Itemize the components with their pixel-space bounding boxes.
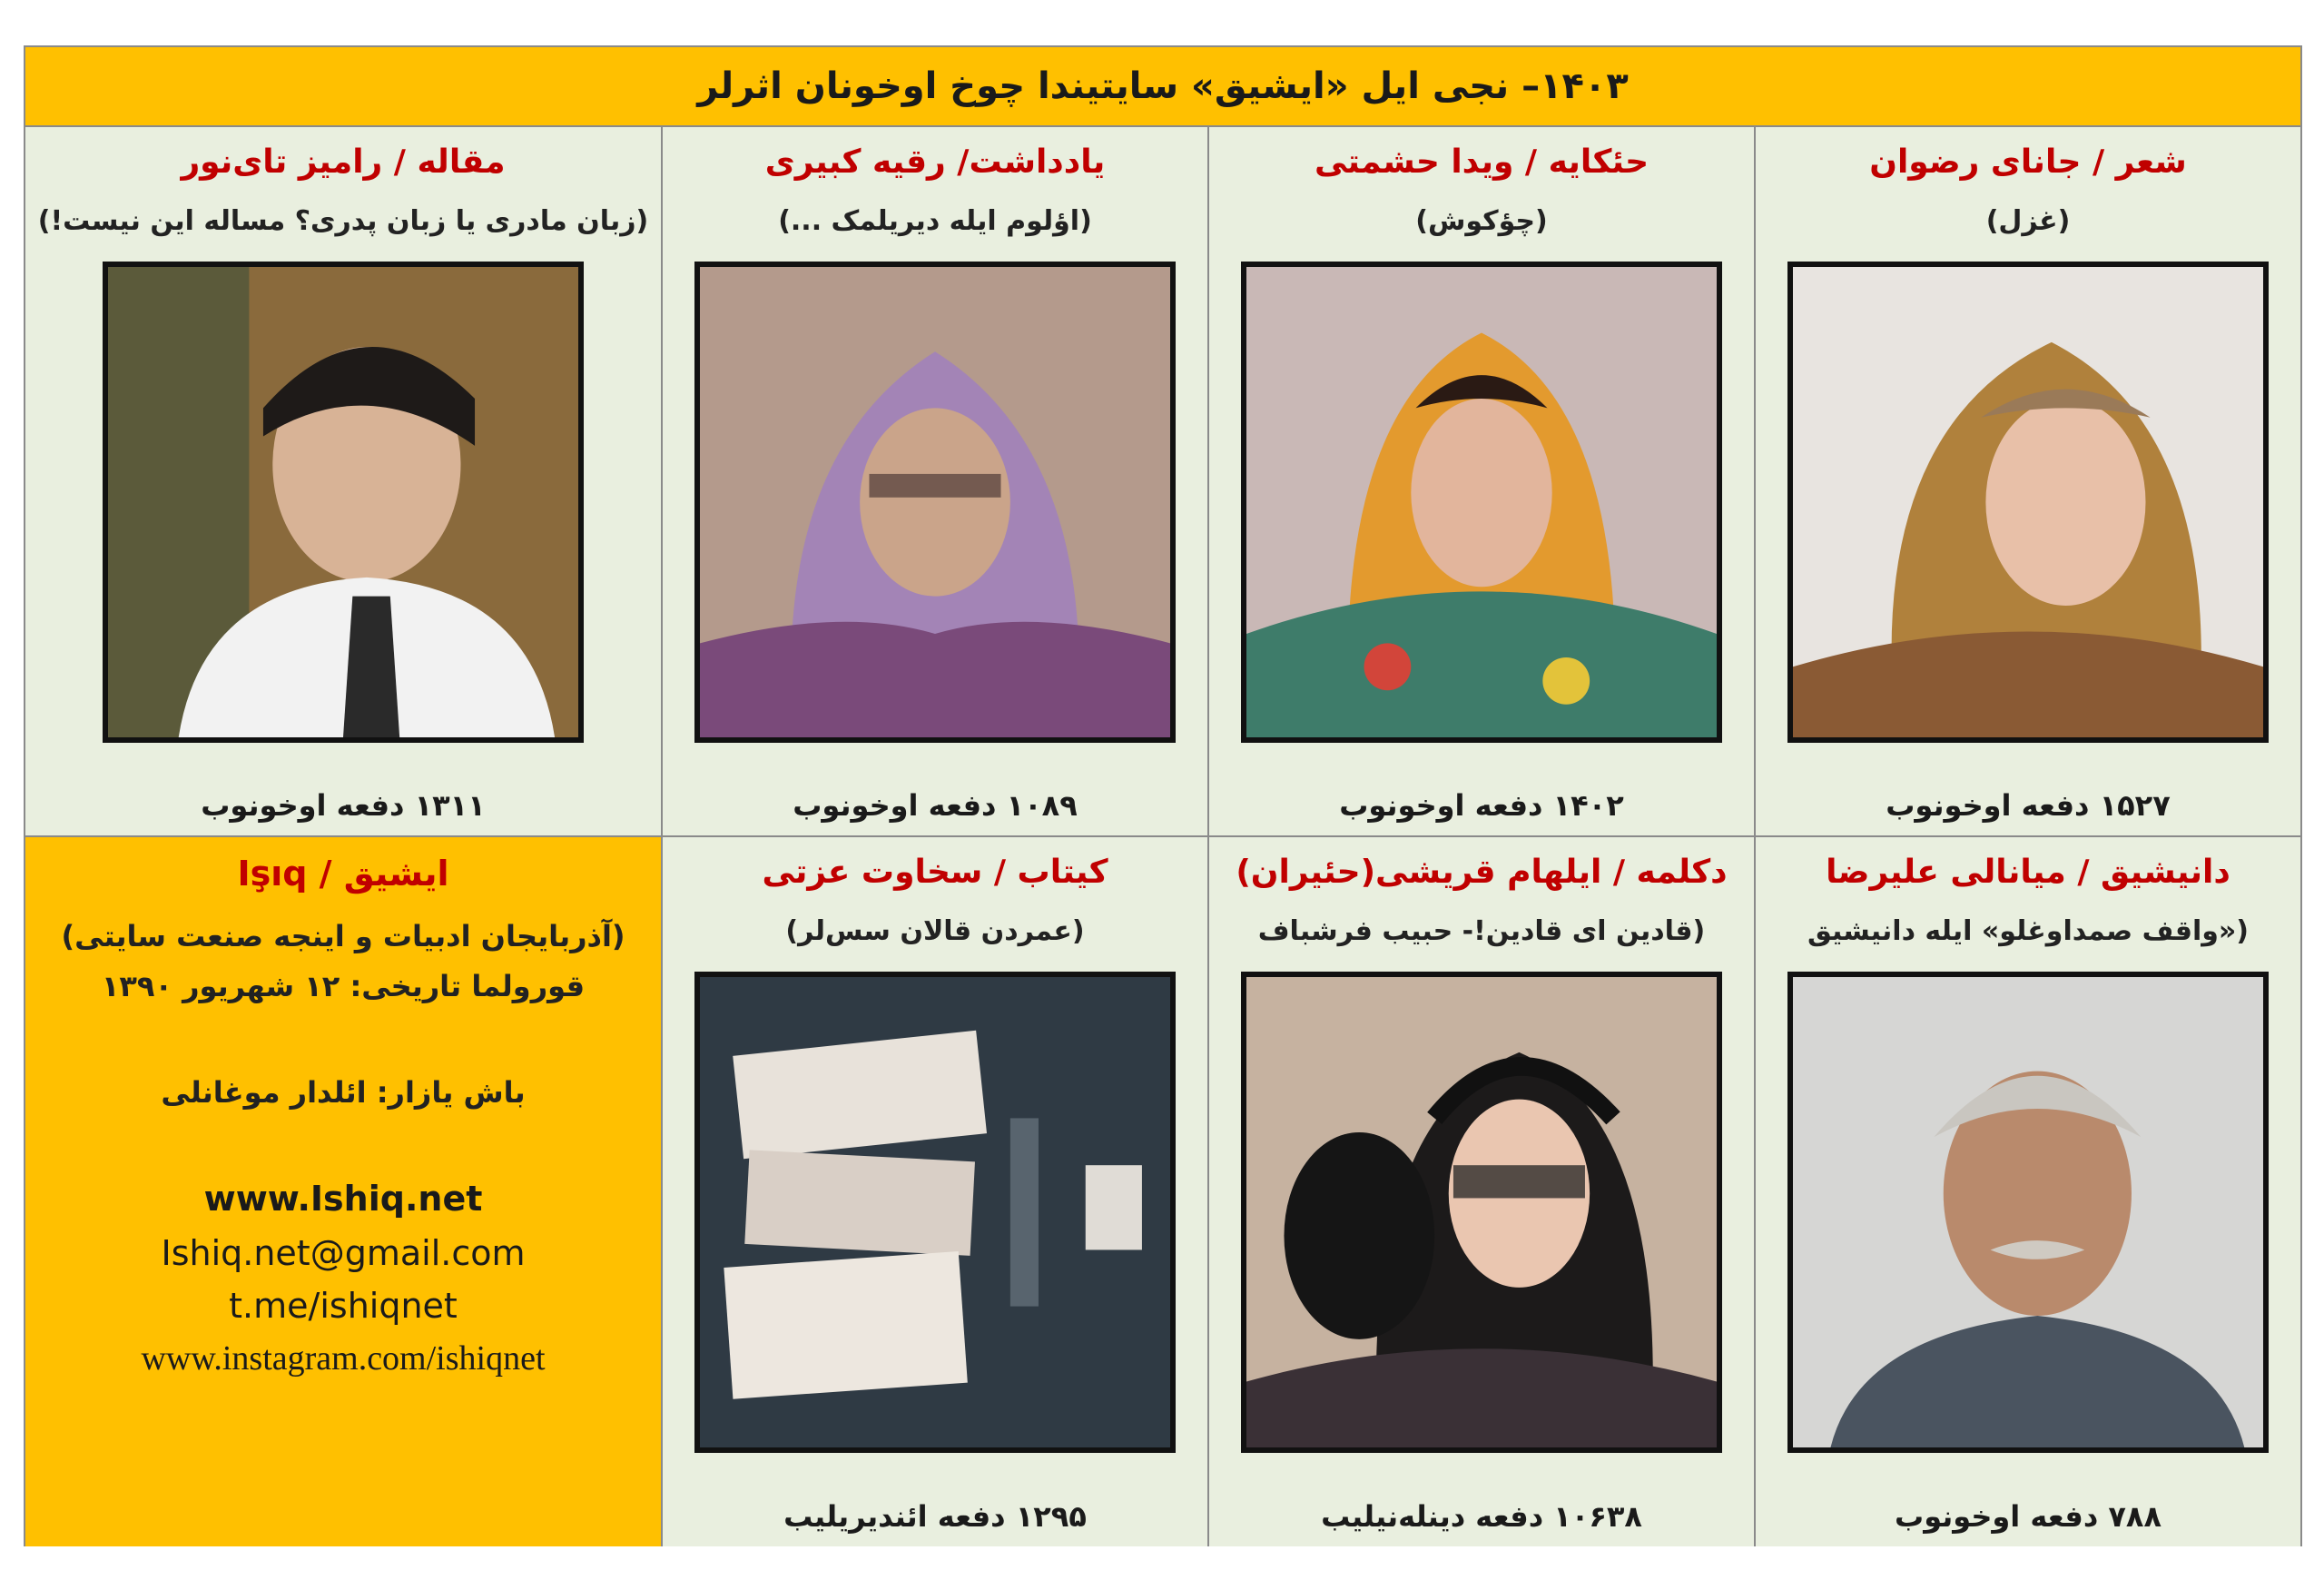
older-man-photo <box>1787 972 2269 1453</box>
listen-count: ۱۰۶۳۸ دفعه دینله‌نیلیب <box>1321 1499 1642 1534</box>
card-recitation <box>1207 835 1754 1546</box>
card-book <box>661 835 1207 1546</box>
card-heading: حئکایه / ویدا حشمتی <box>1314 143 1649 181</box>
card-heading: شعر / جانای رضوان <box>1869 143 2187 181</box>
instagram-link[interactable]: www.instagram.com/ishiqnet <box>141 1339 546 1378</box>
card-subtitle: (اؤلوم ایله دیریلمک ...) <box>778 205 1092 237</box>
read-count: ۷۸۸ دفعه اوخونوب <box>1895 1499 2162 1534</box>
card-story <box>1207 127 1754 835</box>
editor-in-chief: باش یازار: ائلدار موغانلی <box>161 1075 526 1110</box>
card-interview <box>1754 835 2300 1546</box>
book-cover-image <box>694 972 1176 1453</box>
read-count: ۱۴۰۲ دفعه اوخونوب <box>1339 788 1624 823</box>
website-link[interactable]: www.Ishiq.net <box>203 1179 483 1219</box>
card-subtitle: (قادین ای قادین!- حبیب فرشباف <box>1257 915 1706 947</box>
telegram-link[interactable]: t.me/ishiqnet <box>229 1286 458 1326</box>
read-count: ۱۳۱۱ دفعه اوخونوب <box>201 788 486 823</box>
woman-floral-scarf-photo <box>1241 262 1722 743</box>
card-subtitle: (چؤکوش) <box>1415 205 1548 237</box>
card-subtitle: (زبان مادری یا زبان پدری؟ مساله این نیست!) <box>37 205 649 237</box>
site-info-card <box>25 835 661 1546</box>
card-heading: یادداشت/ رقیه کبیری <box>764 143 1106 181</box>
card-subtitle: (عمردن قالان سس‌لر) <box>785 915 1085 947</box>
email-link[interactable]: Ishiq.net@gmail.com <box>161 1233 526 1273</box>
man-portrait-photo <box>103 262 584 743</box>
card-article <box>25 127 661 835</box>
card-heading: کیتاب / سخاوت عزتی <box>762 854 1108 891</box>
woman-headphones-photo <box>1241 972 1722 1453</box>
read-count: ۱۵۲۷ دفعه اوخونوب <box>1886 788 2171 823</box>
woman-paisley-scarf-photo <box>1787 262 2269 743</box>
card-heading: دانیشیق / میانالی علیرضا <box>1826 854 2230 891</box>
poster-frame <box>24 45 2302 1546</box>
site-description: (آذربایجان ادبیات و اینجه صنعت سایتی) <box>61 919 625 953</box>
founding-date: قورولما تاریخی: ۱۲ شهریور ۱۳۹۰ <box>101 969 586 1003</box>
card-subtitle: («واقف صمداوغلو» ایله دانیشیق <box>1807 915 2249 947</box>
read-count: ۱۰۸۹ دفعه اوخونوب <box>793 788 1078 823</box>
woman-purple-scarf-photo <box>694 262 1176 743</box>
cards-grid <box>25 127 2300 1546</box>
card-heading: مقاله / رامیز تای‌نور <box>181 143 506 181</box>
site-name: ایشیق / Işıq <box>237 854 449 894</box>
poster-title: ۱۴۰۳– نجی ایل «ایشیق» سایتیندا چوخ اوخونان اثرلر <box>25 47 2300 127</box>
card-subtitle: (غزل) <box>1985 205 2071 237</box>
card-heading: دکلمه / ایلهام قریشی(حئیران) <box>1236 854 1728 891</box>
card-poem <box>1754 127 2300 835</box>
download-count: ۱۲۹۵ دفعه ائندیریلیب <box>783 1499 1087 1534</box>
card-note <box>661 127 1207 835</box>
